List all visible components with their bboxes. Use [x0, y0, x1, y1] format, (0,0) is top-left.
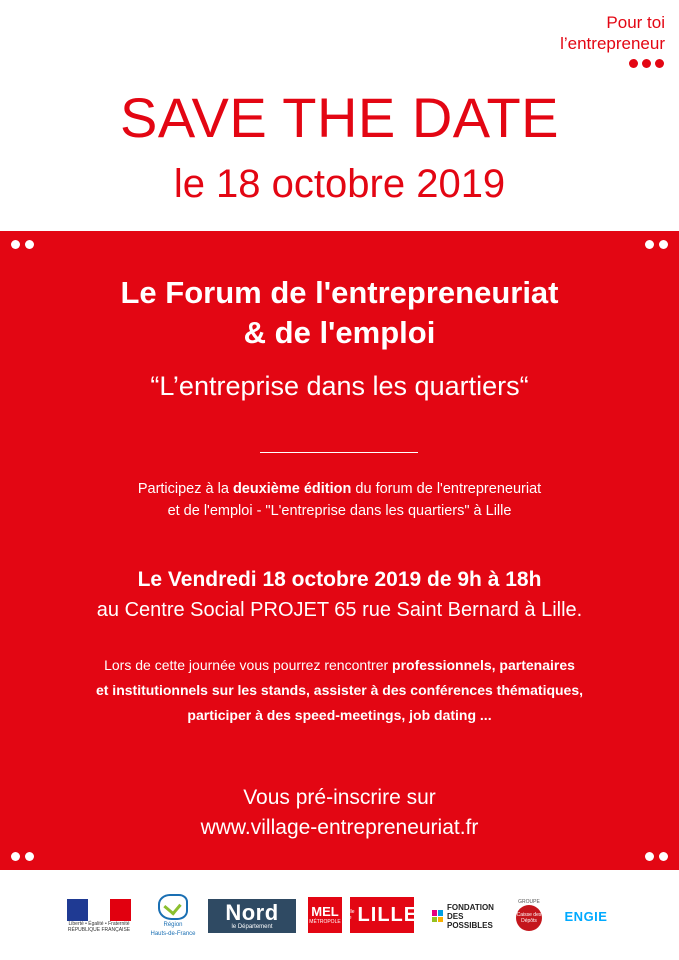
partner-logos	[60, 889, 620, 941]
corner-dots-top-right	[645, 240, 668, 249]
event-venue: au Centre Social PROJET 65 rue Saint Bernard à Lille.	[96, 599, 583, 621]
mel-logo	[308, 897, 342, 933]
description-a: Lors de cette journée vous pourrez rencontrer	[104, 657, 393, 673]
fdp-line-1: FONDATION	[446, 902, 494, 912]
corner-dots-top-left	[11, 240, 34, 249]
intro-text-b: du forum de l'entrepreneuriat	[351, 481, 542, 497]
event-date-heading: le 18 octobre 2019	[173, 162, 506, 206]
register-label: Vous pré-inscrire sur	[243, 786, 436, 809]
website-link[interactable]: www.village-entrepreneuriat.fr	[200, 816, 479, 839]
event-description	[0, 653, 679, 728]
corner-dots-bottom-left	[11, 852, 34, 861]
fondation-des-possibles-logo	[432, 901, 506, 931]
forum-title-line-2: & de l'emploi	[243, 315, 436, 350]
forum-title-line-1: Le Forum de l'entrepreneuriat	[120, 275, 559, 310]
description-bold-2: et institutionnels sur les stands, assister à des conférences thématiques,	[95, 682, 584, 698]
nord-name: Nord	[225, 899, 279, 925]
corner-dots-bottom-right	[645, 852, 668, 861]
mel-sub: MÉTROPOLE	[309, 919, 341, 925]
forum-title	[0, 273, 679, 353]
caisse-des-depots-logo	[512, 891, 546, 939]
lille-prefix: ville de	[345, 909, 355, 921]
fdp-line-2: DES POSSIBLES	[446, 911, 493, 930]
hdf-caption-2: Hauts-de-France	[150, 931, 196, 937]
event-info-panel	[0, 231, 679, 870]
divider	[260, 452, 418, 453]
hauts-de-france-logo	[148, 891, 198, 941]
engie-logo	[556, 903, 616, 929]
intro-text-line-2: et de l'emploi - "L'entreprise dans les quartiers" à Lille	[167, 503, 512, 519]
brand-logo	[560, 12, 665, 68]
forum-tagline: “L’entreprise dans les quartiers“	[150, 371, 529, 401]
description-bold-1: professionnels, partenaires	[392, 657, 575, 673]
brand-line-2: l’entrepreneur	[560, 34, 665, 53]
brand-dots	[560, 59, 664, 68]
mel-name: MEL	[311, 904, 339, 919]
lille-name: LILLE	[357, 903, 419, 926]
intro-text	[0, 478, 679, 522]
description-bold-3: participer à des speed-meetings, job dating ...	[187, 707, 492, 723]
cdc-group: GROUPE	[518, 899, 540, 905]
republique-francaise-logo	[67, 898, 131, 934]
event-datetime: Le Vendredi 18 octobre 2019 de 9h à 18h	[137, 568, 542, 591]
rf-caption-1: Liberté • Égalité • Fraternité	[68, 921, 130, 927]
nord-sub: le Département	[231, 923, 273, 930]
ville-de-lille-logo	[345, 897, 419, 933]
cdc-name: Caisse des Dépôts	[516, 905, 542, 931]
brand-line-1: Pour toi	[606, 13, 665, 32]
nord-departement-logo	[208, 899, 296, 933]
rf-caption-2: RÉPUBLIQUE FRANÇAISE	[67, 927, 131, 933]
save-the-date-title: SAVE THE DATE	[119, 86, 560, 149]
intro-text-a: Participez à la	[137, 481, 233, 497]
intro-text-bold: deuxième édition	[232, 481, 352, 497]
engie-name: ENGIE	[564, 908, 608, 924]
hdf-caption-1: Région	[163, 922, 183, 928]
